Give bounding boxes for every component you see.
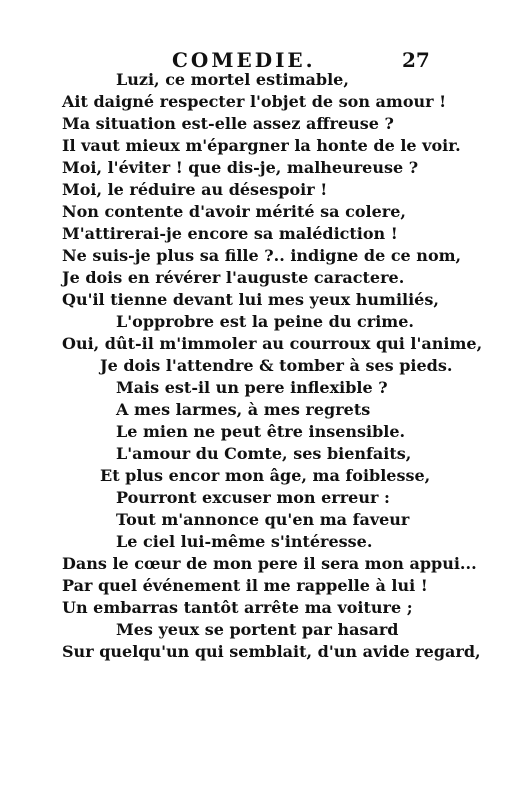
verse-line: Et plus encor mon âge, ma foiblesse, bbox=[100, 466, 431, 485]
verse-line: Le mien ne peut être insensible. bbox=[116, 422, 406, 441]
verse-line: Ait daigné respecter l'objet de son amour ! bbox=[62, 92, 447, 111]
verse-line: Moi, l'éviter ! que dis-je, malheureuse ? bbox=[62, 158, 419, 177]
verse-line: Par quel événement il me rappelle à lui ! bbox=[62, 576, 428, 595]
verse-line: Je dois en révérer l'auguste caractere. bbox=[62, 268, 405, 287]
verse-line: Moi, le réduire au désespoir ! bbox=[62, 180, 328, 199]
running-title: COMEDIE. bbox=[172, 48, 316, 72]
page-number: 27 bbox=[402, 48, 430, 72]
verse-line: Tout m'annonce qu'en ma faveur bbox=[116, 510, 410, 529]
verse-line: Le ciel lui-même s'intéresse. bbox=[116, 532, 373, 551]
verse-line: Il vaut mieux m'épargner la honte de le voir. bbox=[62, 136, 461, 155]
verse-line: A mes larmes, à mes regrets bbox=[116, 400, 371, 419]
verse-line: L'amour du Comte, ses bienfaits, bbox=[116, 444, 412, 463]
verse-line: Pourront excuser mon erreur : bbox=[116, 488, 390, 507]
verse-line: M'attirerai-je encore sa malédiction ! bbox=[62, 224, 398, 243]
verse-line: Ne suis-je plus sa fille ?.. indigne de ce nom, bbox=[62, 246, 462, 265]
verse-line: Ma situation est-elle assez affreuse ? bbox=[62, 114, 394, 133]
verse-line: Luzi, ce mortel estimable, bbox=[116, 70, 349, 89]
verse-line: L'opprobre est la peine du crime. bbox=[116, 312, 414, 331]
verse-line: Non contente d'avoir mérité sa colere, bbox=[62, 202, 406, 221]
verse-line: Dans le cœur de mon pere il sera mon appui... bbox=[62, 554, 477, 573]
verse-line: Mais est-il un pere inflexible ? bbox=[116, 378, 388, 397]
verse-line: Qu'il tienne devant lui mes yeux humiliés, bbox=[62, 290, 439, 309]
verse-line: Mes yeux se portent par hasard bbox=[116, 620, 399, 639]
verse-line: Sur quelqu'un qui semblait, d'un avide regard, bbox=[62, 642, 481, 661]
verse-line: Oui, dût-il m'immoler au courroux qui l'anime, bbox=[62, 334, 483, 353]
verse-line: Je dois l'attendre & tomber à ses pieds. bbox=[100, 356, 453, 375]
verse-line: Un embarras tantôt arrête ma voiture ; bbox=[62, 598, 413, 617]
